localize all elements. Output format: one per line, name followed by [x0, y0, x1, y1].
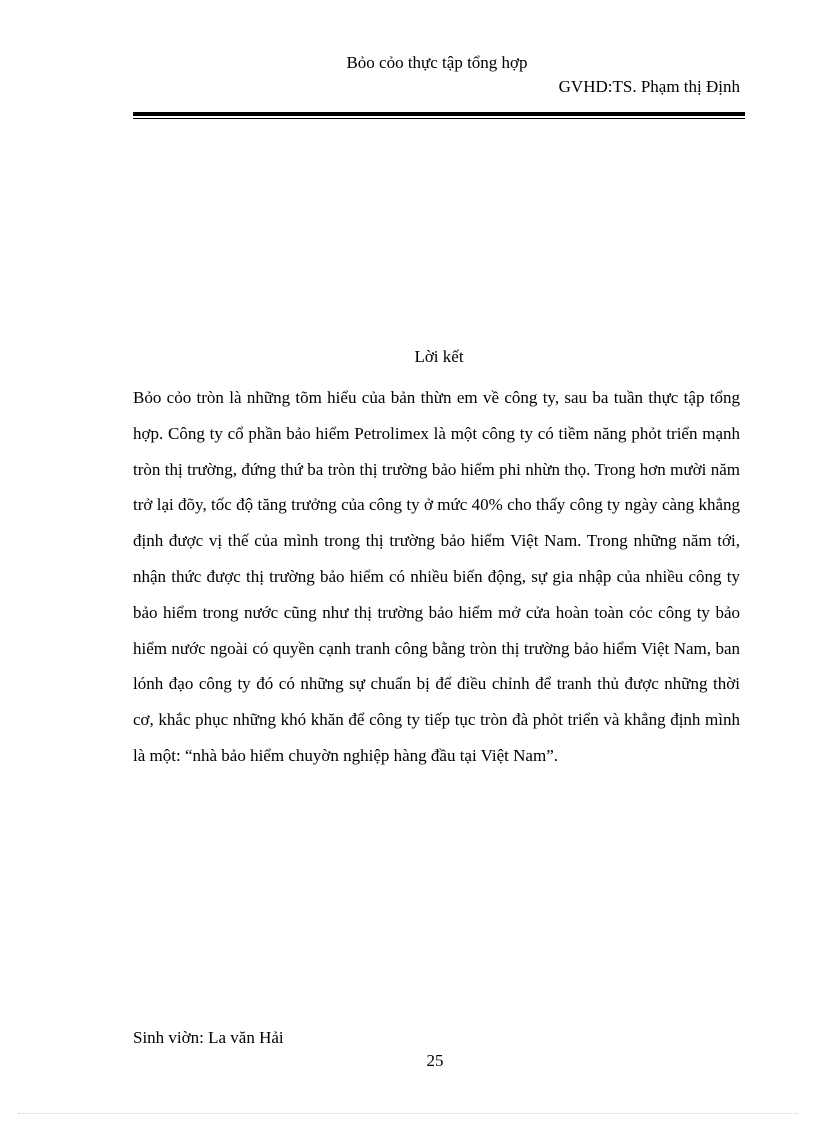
header-rule-thin	[133, 118, 745, 119]
page-bottom-divider	[18, 1113, 798, 1114]
student-name: Sinh viờn: La văn Hải	[133, 1028, 284, 1047]
page-number: 25	[426, 1051, 444, 1070]
header-rule-thick	[133, 112, 745, 116]
section-heading: Lời kết	[414, 347, 464, 366]
report-title: Bỏo cỏo thực tập tổng hợp	[346, 53, 528, 72]
body-paragraph: Bỏo cỏo tròn là những tõm hiểu của bản thừn em về công ty, sau ba tuần thực tập tổng hợp. Công ty cổ phần bảo hiểm Petrolimex là một công ty có tiềm năng phỏt triển mạnh tròn thị trường, đứng thứ ba tròn thị trường bảo hiểm phi nhừn thọ. Trong hơn mười năm trở lại đõy, tốc độ tăng trưởng của công ty ở mức 40% cho thấy công ty ngày càng khẳng định được vị thế của mình trong thị trường bảo hiểm Việt Nam. Trong những năm tới, nhận thức được thị trường bảo hiểm có nhiều biến động, sự gia nhập của nhiều công ty bảo hiểm trong nước cũng như thị trường bảo hiểm mở cửa hoàn toàn cỏc công ty bảo hiểm nước ngoài có quyền cạnh tranh công bằng tròn thị trường bảo hiểm Việt Nam, ban lónh đạo công ty đó có những sự chuẩn bị để điều chỉnh để tranh thủ được những thời cơ, khắc phục những khó khăn để công ty tiếp tục tròn đà phỏt triển và khẳng định mình là một: “nhà bảo hiểm chuyờn nghiệp hàng đầu tại Việt Nam”.	[133, 388, 740, 765]
advisor-name: GVHD:TS. Phạm thị Định	[558, 77, 740, 96]
